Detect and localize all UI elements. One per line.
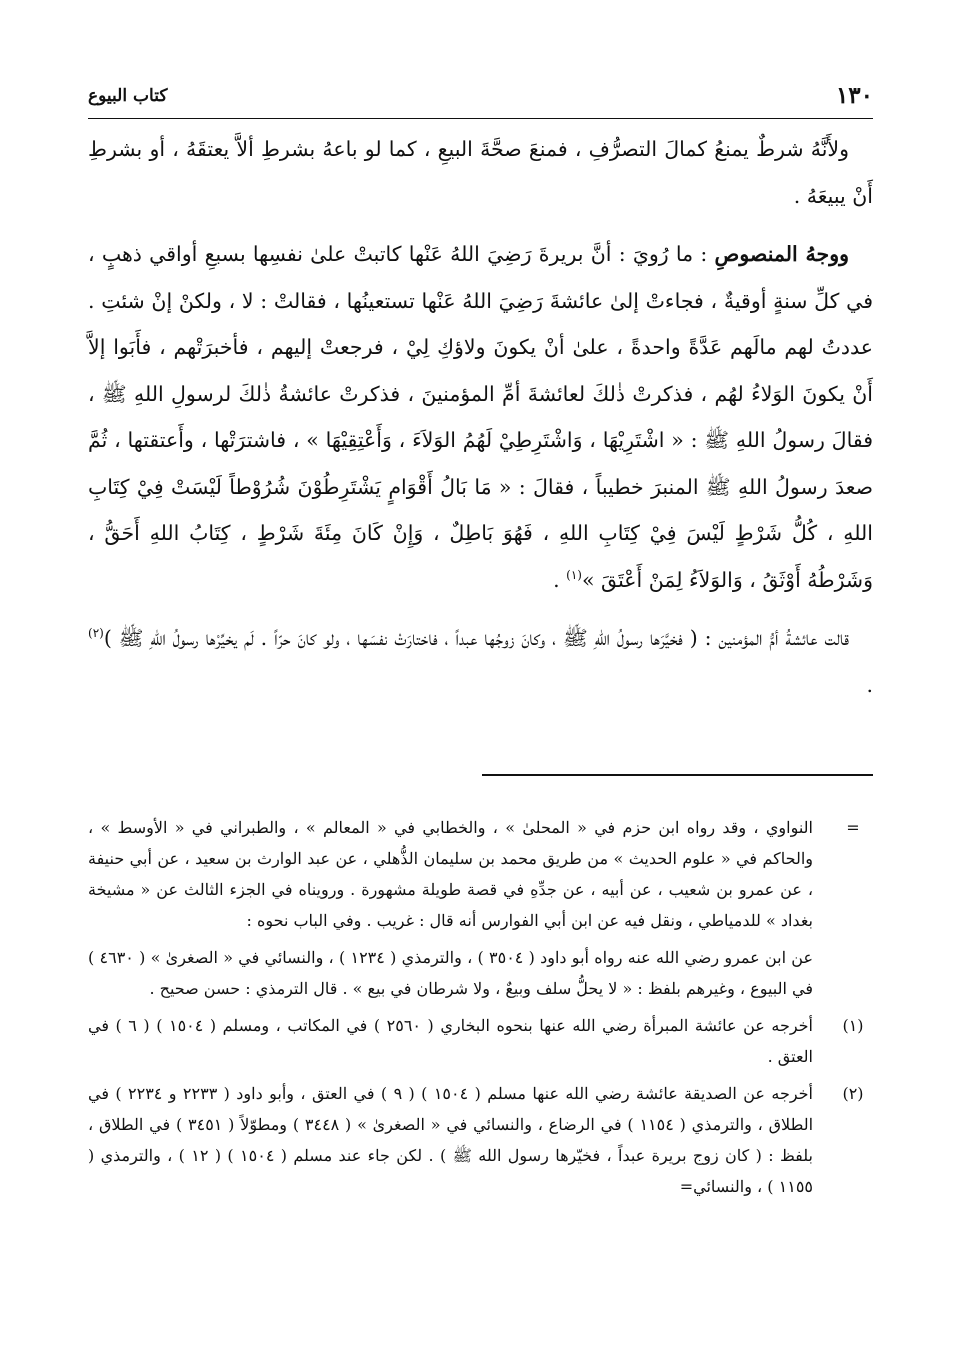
footnote-2 [88, 1078, 873, 1202]
page-number: ١٣٠ [835, 82, 873, 109]
footnote-ref: (١) [566, 567, 582, 582]
footnote-text: أخرجه عن عائشة المبرأة رضي الله عنها بنحوه البخاري ( ٢٥٦٠ ) في المكاتب ، ومسلم ( ١٥٠٤ ) ( ٦ ) في العتق . [88, 1016, 814, 1066]
footnote-divider [482, 774, 873, 776]
footnote-mark: (٢) [842, 1084, 864, 1103]
footnote-text: أخرجه عن الصديقة عائشة رضي الله عنها مسلم ( ١٥٠٤ ) ( ٩ ) في العتق ، وأبو داود ( ٢٢٣٣ و ٢٢٣٤ ) في الطلاق ، والترمذي ( ١١٥٤ ) في الرضاع ، والنسائي في « الصغرىٰ » ( ٣٤٤٨ ) ومطوّلاً ( ٣٤٥١ ) في الطلاق ، بلفظ : ( كان زوج بريرة عبداً ، فخيّرها رسول الله ﷺ ) . لكن جاء عند مسلم ( ١٥٠٤ ) ( ١٢ ) ، والترمذي ( ١١٥٥ ) ، والنسائي= [88, 1084, 814, 1196]
main-text [88, 126, 873, 708]
paragraph-lead: ووجهُ المنصوصِ [714, 242, 849, 266]
paragraph-tail: . [866, 672, 873, 697]
footnote-mark: = [846, 818, 860, 837]
footnote-subtext: عن ابن عمرو رضي الله عنه رواه أبو داود ( ٣٥٠٤ ) ، والترمذي ( ١٢٣٤ ) ، والنسائي في « الصغرىٰ » ( ٤٦٣٠ ) في البيوع ، وغيرهم بلفظ : « لا يحلُّ سلف وبيعٌ ، ولا شرطان في بيع » . قال الترمذي : حسن صحيح . [88, 948, 814, 998]
footnotes [88, 812, 873, 1202]
paragraph-2 [88, 231, 873, 603]
book-title: كتاب البيوع [88, 86, 168, 106]
page-header [88, 82, 873, 119]
footnote-1 [88, 1010, 873, 1072]
paragraph-text: : ما رُويَ : أنَّ بريرةَ رَضِيَ اللهُ عَنْها كاتبتْ علىٰ نفسِها بسبعِ أواقي ذهبٍ ، في كلِّ سنةٍ أوقيةٌ ، فجاءتْ إلىٰ عائشةَ رَضِيَ اللهُ عَنْها تستعينُها ، فقالتْ : لا ، ولكنْ إنْ شئتِ . عددتُ لهم مالَهم عَدَّةً واحدةً ، علىٰ أنْ يكونَ ولاؤكِ لِيْ ، فرجعتْ إليهم ، فأخبرَتْهم ، فأَبَوا إلاَّ أَنْ يكونَ الوَلاءُ لهُم ، فذكرتْ ذٰلكَ لعائشةَ أمِّ المؤمنينَ ، فذكرتْ عائشةُ ذٰلكَ لرسولِ اللهِ ﷺ ، فقالَ رسولُ اللهِ ﷺ : « اشْتَرِيْهَا ، وَاشْتَرِطِيْ لَهُمُ الوَلاَءَ ، وَأَعْتِقِيْهَا » ، فاشترَتْها ، وأَعتقتها ، ثُمَّ صعدَ رسولُ اللهِ ﷺ المنبرَ خطيباً ، فقالَ : « مَا بَالُ أَقْوَامٍ يَشْتَرِطُوْنَ شُرُوْطاً لَيْسَتْ فِيْ كِتَابِ اللهِ ، كُلُّ شَرْطٍ لَيْسَ فِيْ كِتَابِ اللهِ ، فَهُوَ بَاطِلٌ ، وَإِنْ كَانَ مِئَةَ شَرْطٍ ، كِتَابُ اللهِ أَحَقُّ ، وَشَرْطُهُ أَوْثَقُ ، وَالوَلاَءُ لِمَنْ أَعْتَقَ » [88, 242, 873, 592]
footnote-mark: (١) [842, 1016, 864, 1035]
paragraph-text: ولأَنَّهُ شرطٌ يمنعُ كمالَ التصرُّفِ ، فمنعَ صحَّةَ البيعِ ، كما لو باعهُ بشرطِ ألاَّ يعتقَهُ ، أو بشرطِ أَنْ يبيعَهُ . [88, 137, 873, 208]
paragraph-1 [88, 126, 873, 219]
footnote-text: النواوي ، وقد رواه ابن حزم في « المحلىٰ » ، والخطابي في « المعالم » ، والطبراني في « الأوسط » ، والحاكم في « علوم الحديث » من طريق محمد بن سليمان الذُّهلي ، عن عبد الوارث بن سعيد ، عن أبي حنيفة ، عن عمرو بن شعيب ، عن أبيه ، عن جدِّهِ في قصة طويلة مشهورة . ورويناه في الجزء الثالث عن « مشيخة بغداد » للدمياطي ، ونقل فيه عن ابن أبي الفوارس أنه قال : غريب . وفي الباب نحوه : [88, 818, 814, 930]
paragraph-3 [88, 615, 873, 708]
footnote-ref: (٢) [88, 626, 104, 641]
paragraph-text: قالت عائشةُ أمُّ المؤمنين : ( فخيَّرَها رسولُ اللهِ ﷺ ، وكانَ زوجُها عبداً ، فاختارَتْ نفسَها ، ولو كانَ حرّاً . لَم يخيِّرْها رسولُ اللهِ ﷺ ) [103, 626, 849, 650]
footnote-continuation [88, 812, 873, 1004]
paragraph-tail: . [553, 567, 567, 592]
